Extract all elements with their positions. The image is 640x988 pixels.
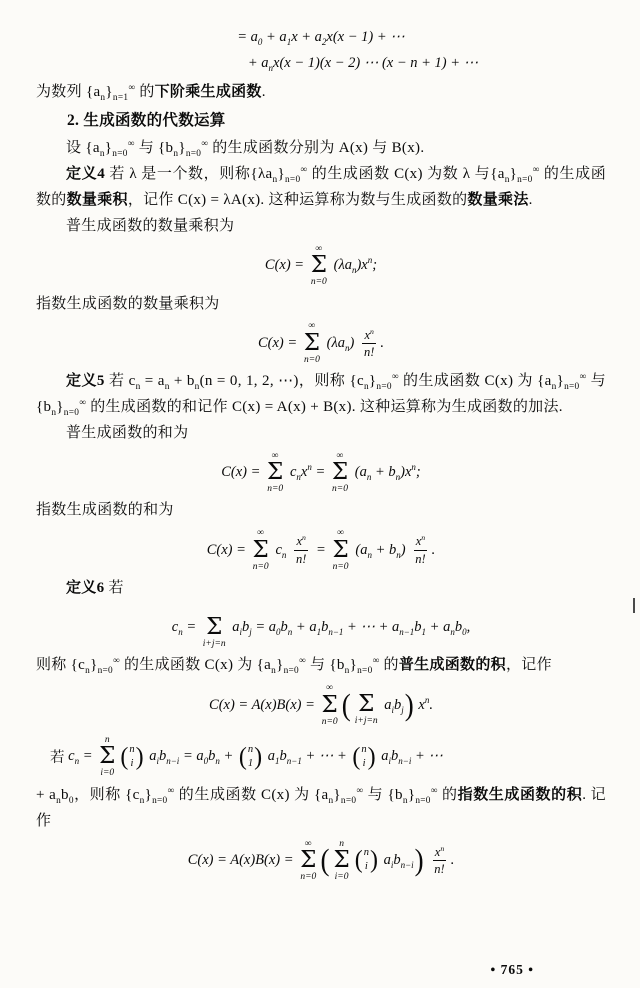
sum-lower-limit: i+j=n (202, 638, 226, 649)
paren-open-icon: ( (238, 743, 247, 771)
math-text (425, 852, 429, 869)
sigma-glyph: Σ (333, 846, 350, 873)
paragraph (36, 576, 606, 602)
equation-block (36, 451, 606, 495)
sigma-glyph: Σ (303, 329, 321, 356)
summation-symbol (311, 244, 327, 288)
sigma-glyph: Σ (252, 536, 269, 563)
superscript: ∞ (579, 372, 587, 383)
section-heading (36, 108, 606, 135)
subscript: n=0 (357, 666, 373, 677)
math-text: $a_1b_{n-1}$ + ⋯ + (264, 748, 351, 767)
big-paren-open-icon: ( (320, 843, 330, 877)
math-text: $c_n$ (271, 541, 287, 560)
subscript: j (249, 627, 252, 638)
subscript: n (268, 62, 274, 73)
subscript: n−1 (399, 627, 415, 638)
binomial-bottom: i (362, 757, 366, 769)
subscript: n (296, 471, 301, 482)
math-text: C(x) = (206, 541, 250, 558)
summation-symbol (203, 606, 226, 649)
sum-lower-limit: n=0 (300, 871, 317, 882)
subscript: n (135, 382, 141, 393)
subscript: n (173, 149, 179, 160)
subscript: n (504, 175, 510, 186)
subscript: n=0 (185, 149, 202, 160)
paragraph (36, 498, 606, 524)
subscript: n=0 (63, 407, 80, 418)
subscript: n=0 (340, 795, 357, 806)
subscript: n (345, 342, 350, 353)
summation-symbol (99, 735, 115, 779)
document-body (36, 20, 606, 886)
equation-block (36, 528, 606, 572)
equation-row (207, 528, 436, 572)
subscript: i (391, 704, 395, 715)
paren-close-icon: ) (254, 743, 263, 771)
fraction-denominator: n! (415, 551, 426, 566)
equation-block (36, 244, 606, 288)
big-paren-close-icon: ) (414, 843, 424, 877)
binomial-coefficient (239, 743, 262, 771)
bold-term: 定义5 (66, 373, 105, 390)
paren-close-icon: ) (367, 743, 376, 771)
subscript: 1 (275, 756, 280, 767)
bold-term: 下阶乘生成函数 (154, 84, 262, 100)
subscript: n (56, 795, 62, 806)
subscript: n (396, 549, 401, 560)
sigma-glyph: Σ (300, 846, 317, 873)
math-text: C(x) = (264, 257, 308, 274)
math-text: C(x) = A(x)B(x) = (209, 696, 319, 713)
subscript: n=0 (97, 666, 114, 677)
equation-row (209, 683, 433, 727)
math-text: C(x) = A(x)B(x) = (187, 851, 298, 868)
sum-upper-limit: ∞ (271, 450, 279, 461)
paragraph (36, 653, 606, 679)
subscript: n (281, 549, 287, 560)
subscript: n (85, 666, 91, 677)
math-text: + $a_nx(x - 1)(x - 2)$ ⋯ (x − n + 1) + ⋯ (247, 54, 479, 73)
text-segment: 为数列 $\{a_n\}_{n=1}^\infty$ 的 (36, 83, 155, 103)
paragraph (36, 136, 606, 162)
paren-open-icon: ( (354, 846, 363, 875)
binomial-coefficient (355, 846, 378, 874)
sum-lower-limit: n=0 (252, 561, 269, 572)
paragraph (36, 214, 606, 240)
subscript: n=0 (415, 795, 431, 806)
subscript: 1 (316, 627, 322, 638)
sum-upper-limit: ∞ (315, 243, 323, 254)
math-text: = (312, 541, 330, 558)
subscript: n (328, 795, 334, 806)
equation-block (36, 321, 606, 365)
subscript: 0 (462, 627, 467, 638)
subscript: 0 (68, 795, 74, 806)
math-text: $a_ib_{n-i}$ (379, 851, 414, 870)
paragraph (36, 421, 606, 447)
sum-upper-limit: ∞ (337, 528, 344, 539)
bold-term: 定义4 (66, 166, 106, 183)
subscript: 0 (276, 627, 281, 638)
subscript: 1 (286, 36, 292, 47)
subscript: n=0 (376, 382, 392, 393)
subscript: n=0 (283, 666, 300, 677)
paragraph (36, 369, 606, 421)
math-text: $a_ib_j$ (380, 696, 404, 715)
math-text: $c_nx^n$ = (286, 462, 329, 482)
subscript: n (51, 407, 57, 418)
binomial-stack (360, 743, 367, 771)
page-number: • 765 • (490, 962, 534, 977)
summation-symbol (253, 528, 269, 572)
equation-block (36, 735, 606, 779)
sum-upper-limit: n (339, 838, 344, 849)
subscript: n (344, 666, 350, 677)
subscript: n (351, 264, 357, 275)
text-segment: 若 (104, 580, 124, 597)
superscript: ∞ (128, 83, 136, 93)
text-segment: . (528, 192, 533, 209)
sum-lower-limit: n=0 (267, 484, 284, 495)
subscript: n (178, 627, 183, 638)
text-segment: 若 λ 是一个数，则称$\{\lambda a_n\}_{n=0}^\infty$ 的生成函数 C(x) 为数 λ 与$\{a_n\}_{n=0}^\infty$ 的生成函数的 (36, 165, 606, 209)
sum-lower-limit: i=0 (100, 768, 115, 779)
sum-lower-limit: i+j=n (354, 716, 378, 727)
binomial-top: n (361, 743, 367, 755)
sum-upper-limit: ∞ (326, 683, 334, 694)
subscript: n (402, 795, 408, 806)
subscript: 1 (421, 627, 427, 638)
sigma-glyph: Σ (358, 691, 375, 718)
subscript: n=0 (112, 149, 128, 160)
superscript: ∞ (299, 656, 306, 667)
subscript: n (287, 627, 293, 638)
fraction-denominator: n! (434, 861, 445, 876)
subscript: n=0 (152, 795, 168, 806)
math-text: C(x) = (257, 334, 301, 351)
sum-lower-limit: n=0 (332, 484, 348, 495)
superscript: ∞ (532, 165, 540, 176)
text-segment: 普生成函数的和为 (66, 424, 189, 441)
summation-symbol (332, 528, 348, 572)
sum-lower-limit: n=0 (303, 354, 320, 365)
math-text: $c_n$ = (171, 619, 200, 638)
scan-artifact (633, 598, 635, 613)
subscript: i (388, 756, 392, 767)
superscript: ∞ (127, 139, 135, 150)
equation-row (265, 244, 377, 288)
equation-block (36, 683, 606, 727)
subscript: 0 (257, 36, 263, 47)
subscript: n (367, 549, 372, 560)
binomial-top: n (363, 847, 369, 859)
paren-close-icon: ) (135, 743, 144, 771)
binomial-coefficient (120, 743, 143, 771)
equation-row (237, 24, 405, 50)
binomial-stack (247, 743, 254, 771)
binomial-bottom: 1 (247, 757, 254, 769)
sum-lower-limit: i=0 (334, 871, 349, 882)
summation-symbol (333, 839, 349, 883)
superscript: n (421, 533, 426, 543)
binomial-coefficient (352, 743, 375, 771)
equation-row (172, 606, 470, 649)
text-segment: . (261, 84, 266, 100)
equation-row (258, 321, 384, 365)
summation-symbol (332, 451, 348, 495)
sum-upper-limit: ∞ (336, 450, 344, 461)
bold-term: 指数生成函数的积 (457, 786, 583, 803)
subscript: n (271, 666, 277, 677)
subscript: n (99, 149, 105, 160)
binomial-top: n (129, 743, 135, 755)
fraction-numerator: $x^n$ (433, 844, 446, 861)
sum-lower-limit: n=0 (310, 277, 327, 288)
superscript: ∞ (113, 656, 120, 667)
subscript: n−i (400, 859, 414, 870)
subscript: 2 (321, 36, 327, 47)
text-segment: 则称 $\{c_n\}_{n=0}^\infty$ 的生成函数 C(x) 为 $\{a_n\}_{n=0}^\infty$ 与 $\{b_n\}_{n=0}^\infty$ 的 (36, 656, 399, 677)
math-text: $a_ib_{n-i} = a_0b_n$ + (145, 748, 237, 767)
summation-symbol (322, 683, 338, 727)
equation-row (221, 451, 421, 495)
subscript: n (363, 382, 369, 393)
binomial-stack (363, 846, 370, 874)
fraction-denominator: n! (296, 551, 307, 566)
sigma-glyph: Σ (321, 691, 338, 718)
subscript: n (395, 471, 401, 482)
superscript: ∞ (167, 785, 175, 796)
sum-upper-limit: n (104, 735, 110, 746)
sigma-glyph: Σ (332, 536, 349, 563)
fraction-numerator: $x^n$ (294, 533, 307, 550)
binomial-bottom: i (130, 757, 134, 769)
subscript: n (164, 382, 170, 393)
superscript: ∞ (356, 785, 364, 796)
subscript: n (74, 756, 80, 767)
subscript: i (390, 859, 394, 870)
fraction-numerator: $x^n$ (362, 327, 375, 344)
subscript: n−i (398, 756, 412, 767)
text-segment: . 记作 (36, 786, 606, 829)
binomial-top: n (247, 743, 254, 755)
bold-term: 普生成函数的积 (398, 657, 506, 674)
equation-row (188, 839, 455, 883)
summation-symbol (304, 321, 320, 365)
sum-upper-limit: ∞ (304, 838, 312, 849)
paragraph (36, 783, 606, 835)
subscript: n=1 (112, 93, 129, 103)
bold-term: 定义6 (66, 580, 105, 597)
subscript: n−1 (328, 627, 344, 638)
bold-term: 数量乘法 (467, 192, 529, 209)
superscript: n (411, 462, 416, 473)
text-segment: 普生成函数的数量乘积为 (66, 217, 235, 234)
sigma-glyph: Σ (267, 459, 284, 486)
superscript: ∞ (300, 165, 308, 176)
sum-upper-limit: ∞ (308, 321, 316, 332)
text-segment: ，记作 C(x) = λA(x). 这种运算称为数与生成函数的 (127, 192, 468, 209)
subscript: n (139, 795, 145, 806)
superscript: n (424, 694, 430, 705)
sum-upper-limit: ∞ (257, 528, 265, 539)
math-text: . (450, 851, 455, 868)
sigma-glyph: Σ (206, 613, 223, 640)
math-text: $(a_n + b_n)x^n$; (351, 462, 421, 482)
superscript: ∞ (79, 397, 87, 408)
paren-close-icon: ) (369, 846, 378, 875)
paragraph (36, 80, 606, 106)
subscript: i (156, 756, 159, 767)
equation-row (50, 735, 443, 779)
subscript: n=0 (564, 382, 580, 393)
math-text: $x^n$. (414, 694, 433, 713)
fraction (413, 533, 427, 567)
math-text: . (380, 334, 385, 351)
fraction (294, 533, 308, 567)
subscript: j (401, 704, 404, 715)
sigma-glyph: Σ (310, 252, 327, 279)
superscript: n (307, 462, 312, 473)
subscript: n=0 (284, 175, 301, 186)
text-segment: 设 $\{a_n\}_{n=0}^\infty$ 与 $\{b_n\}_{n=0}^\infty$ 的生成函数分别为 A(x) 与 B(x). (66, 139, 425, 160)
sum-lower-limit: n=0 (321, 716, 338, 727)
equation-row (248, 50, 478, 76)
subscript: n−i (166, 756, 180, 767)
big-paren-open-icon: ( (341, 687, 351, 722)
superscript: n (302, 533, 306, 543)
subscript: n−1 (286, 756, 302, 767)
summation-symbol (300, 839, 316, 883)
fraction-numerator: $x^n$ (414, 533, 427, 550)
binomial-bottom: i (364, 861, 368, 873)
equation-block (36, 24, 606, 76)
superscript: ∞ (430, 785, 438, 796)
math-text: $a_ib_{n-i}$ + ⋯ (377, 748, 443, 767)
sum-lower-limit: n=0 (332, 561, 349, 572)
binomial-stack (128, 743, 135, 771)
subscript: n (551, 382, 557, 393)
superscript: n (367, 255, 373, 266)
cjk-text: 若 (50, 750, 69, 767)
math-text: = $a_0 + a_1x + a_2x(x - 1)$ + ⋯ (237, 28, 405, 47)
subscript: n (450, 627, 455, 638)
superscript: ∞ (201, 139, 209, 150)
superscript: ∞ (391, 372, 399, 383)
subscript: n (194, 382, 200, 393)
text-segment: ，记作 (505, 657, 552, 674)
text-segment: 若 $c_n = a_n + b_n(n = 0$, 1, 2, ⋯)，则称 $\{c_n\}_{n=0}^\infty$ 的生成函数 C(x) 为 $\{a_n\}_{n=0}^\infty$ 与 $\{b_n\}_{n=0}^\infty$ 的生成函数的和记作 C(x) = A(x) + B(x). 这种运算称为生成函数的加法. (36, 372, 606, 418)
fraction (362, 327, 376, 361)
math-text: $(a_n + b_n)$ (351, 541, 410, 560)
equation-block (36, 606, 606, 649)
math-text: $a_ib_j = a_0b_n + a_1b_{n-1}$ + ⋯ + $a_{n-1}b_1 + a_nb_0$, (228, 619, 471, 638)
subscript: n (366, 471, 372, 482)
text-segment: 指数生成函数的数量乘积为 (36, 295, 220, 312)
subscript: n=0 (517, 175, 533, 186)
summation-symbol (267, 451, 283, 495)
superscript: ∞ (372, 656, 380, 667)
equation-block (36, 839, 606, 883)
paragraph (36, 292, 606, 318)
fraction-denominator: n! (363, 344, 375, 359)
math-text: . (431, 541, 436, 558)
paragraph (36, 162, 606, 214)
text-segment: 2. 生成函数的代数运算 (67, 111, 226, 129)
paren-open-icon: ( (352, 743, 361, 771)
math-text: $(\lambda a_n)x^n$; (329, 255, 378, 275)
subscript: 0 (203, 756, 209, 767)
sigma-glyph: Σ (99, 743, 116, 770)
subscript: n (215, 756, 220, 767)
math-text: C(x) = (221, 464, 265, 481)
big-paren-close-icon: ) (404, 687, 414, 722)
subscript: i (239, 627, 242, 638)
fraction (432, 844, 446, 878)
math-text: $(\lambda a_n)$ (323, 334, 358, 353)
math-text: $c_n$ = (68, 748, 97, 767)
summation-symbol (355, 683, 378, 726)
subscript: n (272, 175, 278, 186)
bold-term: 数量乘积 (66, 192, 128, 209)
subscript: n (100, 93, 106, 103)
superscript: n (440, 843, 445, 853)
sigma-glyph: Σ (331, 459, 349, 486)
paren-open-icon: ( (120, 743, 129, 771)
superscript: n (370, 326, 374, 336)
text-segment: + $a_nb_0$，则称 $\{c_n\}_{n=0}^\infty$ 的生成函数 C(x) 为 $\{a_n\}_{n=0}^\infty$ 与 $\{b_n\}_{n=0}^\infty$ 的 (36, 785, 458, 806)
text-segment: 指数生成函数的和为 (36, 502, 174, 519)
